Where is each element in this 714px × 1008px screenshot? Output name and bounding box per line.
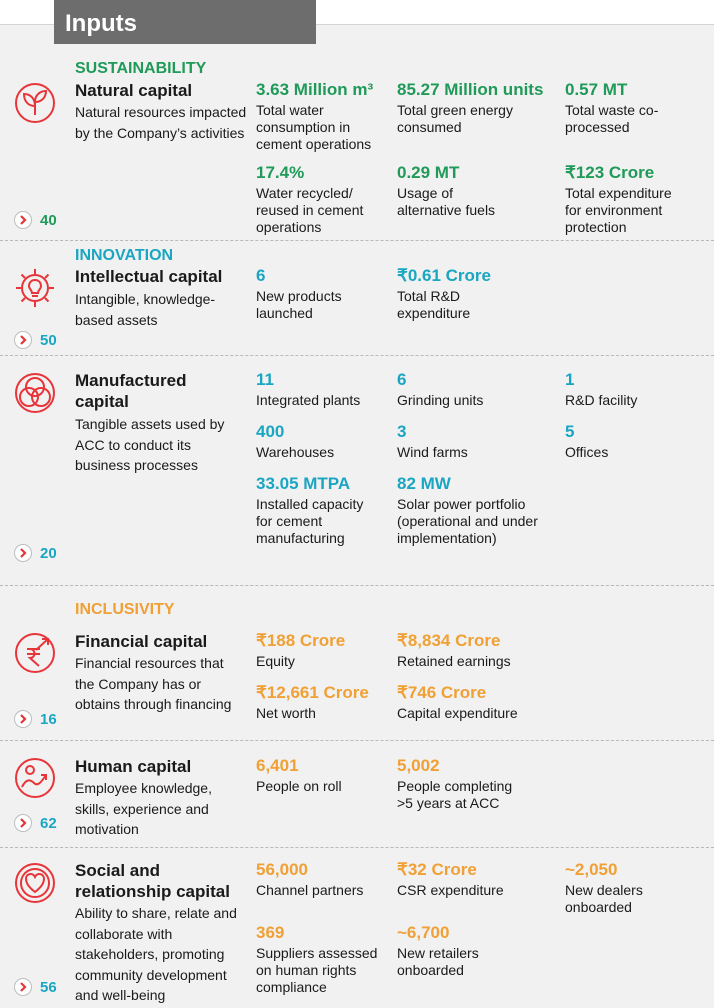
- metric: 400 Warehouses: [256, 422, 335, 460]
- metric: 5,002 People completing >5 years at ACC: [397, 756, 513, 811]
- chevron-right-icon: [14, 331, 32, 349]
- metric: 0.29 MT Usage of alternative fuels: [397, 163, 496, 218]
- heart-icon: [14, 862, 56, 904]
- metric: 0.57 MT Total waste co-processed: [565, 80, 659, 135]
- capital-description: Financial resources that the Company has or obtains through financing: [75, 655, 232, 712]
- metric: 11 Integrated plants: [256, 370, 361, 408]
- metric: 85.27 Million units Total green energy consumed: [397, 80, 544, 135]
- page-number: 20: [40, 544, 57, 562]
- section-human-capital: [0, 741, 714, 848]
- interlinked-circles-icon: [14, 372, 56, 414]
- capital-description: Employee knowledge, skills, experience and motivation: [75, 780, 212, 837]
- page-reference-link[interactable]: [14, 211, 57, 229]
- page-reference-link[interactable]: [14, 331, 57, 349]
- metric: ₹32 Crore CSR expenditure: [397, 860, 504, 898]
- capital-title: Intellectual capital: [75, 267, 223, 286]
- chevron-right-icon: [14, 978, 32, 996]
- page-title: Inputs: [54, 0, 316, 44]
- page-number: 40: [40, 211, 57, 229]
- metric: ₹0.61 Crore Total R&D expenditure: [397, 266, 491, 321]
- page-reference-link[interactable]: [14, 544, 57, 562]
- metric: 6 Grinding units: [397, 370, 484, 408]
- metric: 3.63 Million m³ Total water consumption in cement operations: [256, 80, 374, 152]
- capital-title: Natural capital: [75, 81, 193, 100]
- metric: 56,000 Channel partners: [256, 860, 364, 898]
- metric: 33.05 MTPA Installed capacity for cement manufacturing: [256, 474, 364, 546]
- capital-description: Ability to share, relate and collaborate with stakeholders, promoting community development and well-being: [75, 905, 237, 1003]
- category-label: INCLUSIVITY: [75, 601, 175, 618]
- metric: 17.4% Water recycled/ reused in cement operations: [256, 163, 364, 235]
- metric: 5 Offices: [565, 422, 609, 460]
- section-intellectual-capital: [0, 241, 714, 356]
- chevron-right-icon: [14, 211, 32, 229]
- metric: 82 MW Solar power portfolio (operational and under implementation): [397, 474, 538, 546]
- capital-title: Social and relationship capital: [75, 861, 230, 901]
- page-number: 50: [40, 331, 57, 349]
- capital-description: Tangible assets used by ACC to conduct its business processes: [75, 416, 225, 473]
- metric: ₹123 Crore Total expenditure for environment protection: [565, 163, 672, 235]
- rupee-growth-icon: [14, 632, 56, 674]
- capital-description: Intangible, knowledge-based assets: [75, 291, 216, 328]
- chevron-right-icon: [14, 544, 32, 562]
- person-icon: [14, 757, 56, 799]
- metric: ~2,050 New dealers onboarded: [565, 860, 643, 915]
- capital-title: Financial capital: [75, 632, 208, 651]
- metric: ~6,700 New retailers onboarded: [397, 923, 479, 978]
- page-reference-link[interactable]: [14, 978, 57, 996]
- metric: ₹8,834 Crore Retained earnings: [397, 631, 511, 669]
- metric: ₹12,661 Crore Net worth: [256, 683, 369, 721]
- section-natural-capital: [0, 44, 714, 241]
- page-reference-link[interactable]: [14, 710, 57, 728]
- metric: 369 Suppliers assessed on human rights compliance: [256, 923, 378, 995]
- capital-title: Manufactured capital: [75, 371, 187, 411]
- page-number: 62: [40, 814, 57, 832]
- metric: 6 New products launched: [256, 266, 342, 321]
- metric: 6,401 People on roll: [256, 756, 342, 794]
- category-label: INNOVATION: [75, 247, 174, 264]
- metric: ₹746 Crore Capital expenditure: [397, 683, 518, 721]
- chevron-right-icon: [14, 710, 32, 728]
- leaf-icon: [14, 82, 56, 124]
- category-label: SUSTAINABILITY: [75, 60, 207, 77]
- page-number: 16: [40, 710, 57, 728]
- metric: ₹188 Crore Equity: [256, 631, 346, 669]
- section-financial-capital: [0, 586, 714, 741]
- page-reference-link[interactable]: [14, 814, 57, 832]
- capital-title: Human capital: [75, 757, 192, 776]
- metric: 1 R&D facility: [565, 370, 638, 408]
- page-number: 56: [40, 978, 57, 996]
- lightbulb-icon: [14, 267, 56, 309]
- section-manufactured-capital: [0, 356, 714, 586]
- metric: 3 Wind farms: [397, 422, 468, 460]
- chevron-right-icon: [14, 814, 32, 832]
- capital-description: Natural resources impacted by the Company’s activities: [75, 104, 247, 141]
- section-social-capital: [0, 848, 714, 1008]
